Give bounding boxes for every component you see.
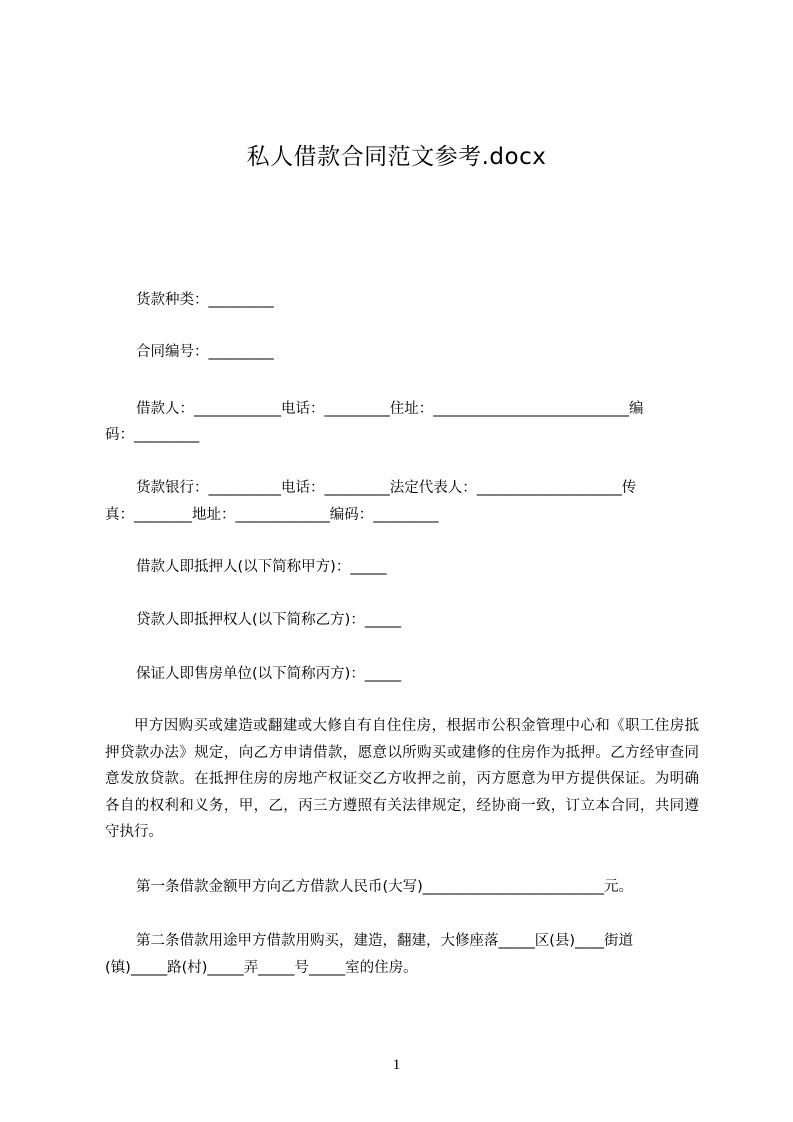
contract-number-field: 合同编号：_________ [136,344,274,360]
borrower-line-2: 码：_________ [105,427,200,443]
loan-type-field: 货款种类：_________ [136,292,274,308]
bank-line-2: 真：________地址：_____________编码：_________ [105,507,439,523]
party-c-field: 保证人即售房单位(以下简称丙方)：_____ [136,666,402,682]
article-2-line-1: 第二条借款用途甲方借款用购买，建造，翻建，大修座落_____区(县)____街道 [136,933,634,949]
page-number: 1 [392,1057,401,1073]
party-a-field: 借款人即抵押人(以下简称甲方)：_____ [136,559,387,575]
article-1: 第一条借款金额甲方向乙方借款人民币(大写)_________________________元。 [136,879,634,895]
party-b-field: 贷款人即抵押权人(以下简称乙方)：_____ [136,612,402,628]
borrower-line-1: 借款人：____________电话：_________住址：___________________________编 [136,401,644,417]
preamble-paragraph: 甲方因购买或建造或翻建或大修自有自住住房，根据市公积金管理中心和《职工住房抵押贷款办法》规定，向乙方申请借款，愿意以所购买或建修的住房作为抵押。乙方经审查同意发放贷款。在抵押住房的房地产权证交乙方收押之前，丙方愿意为甲方提供保证。为明确各自的权利和义务，甲，乙，丙三方遵照有关法律规定，经协商一致，订立本合同，共同遵守执行。 [105,718,699,841]
document-title: 私人借款合同范文参考.docx [246,144,547,170]
bank-line-1: 货款银行：__________电话：_________法定代表人：____________________传 [136,480,637,496]
article-2-line-2: (镇)_____路(村)_____弄_____号_____室的住房。 [105,960,418,976]
